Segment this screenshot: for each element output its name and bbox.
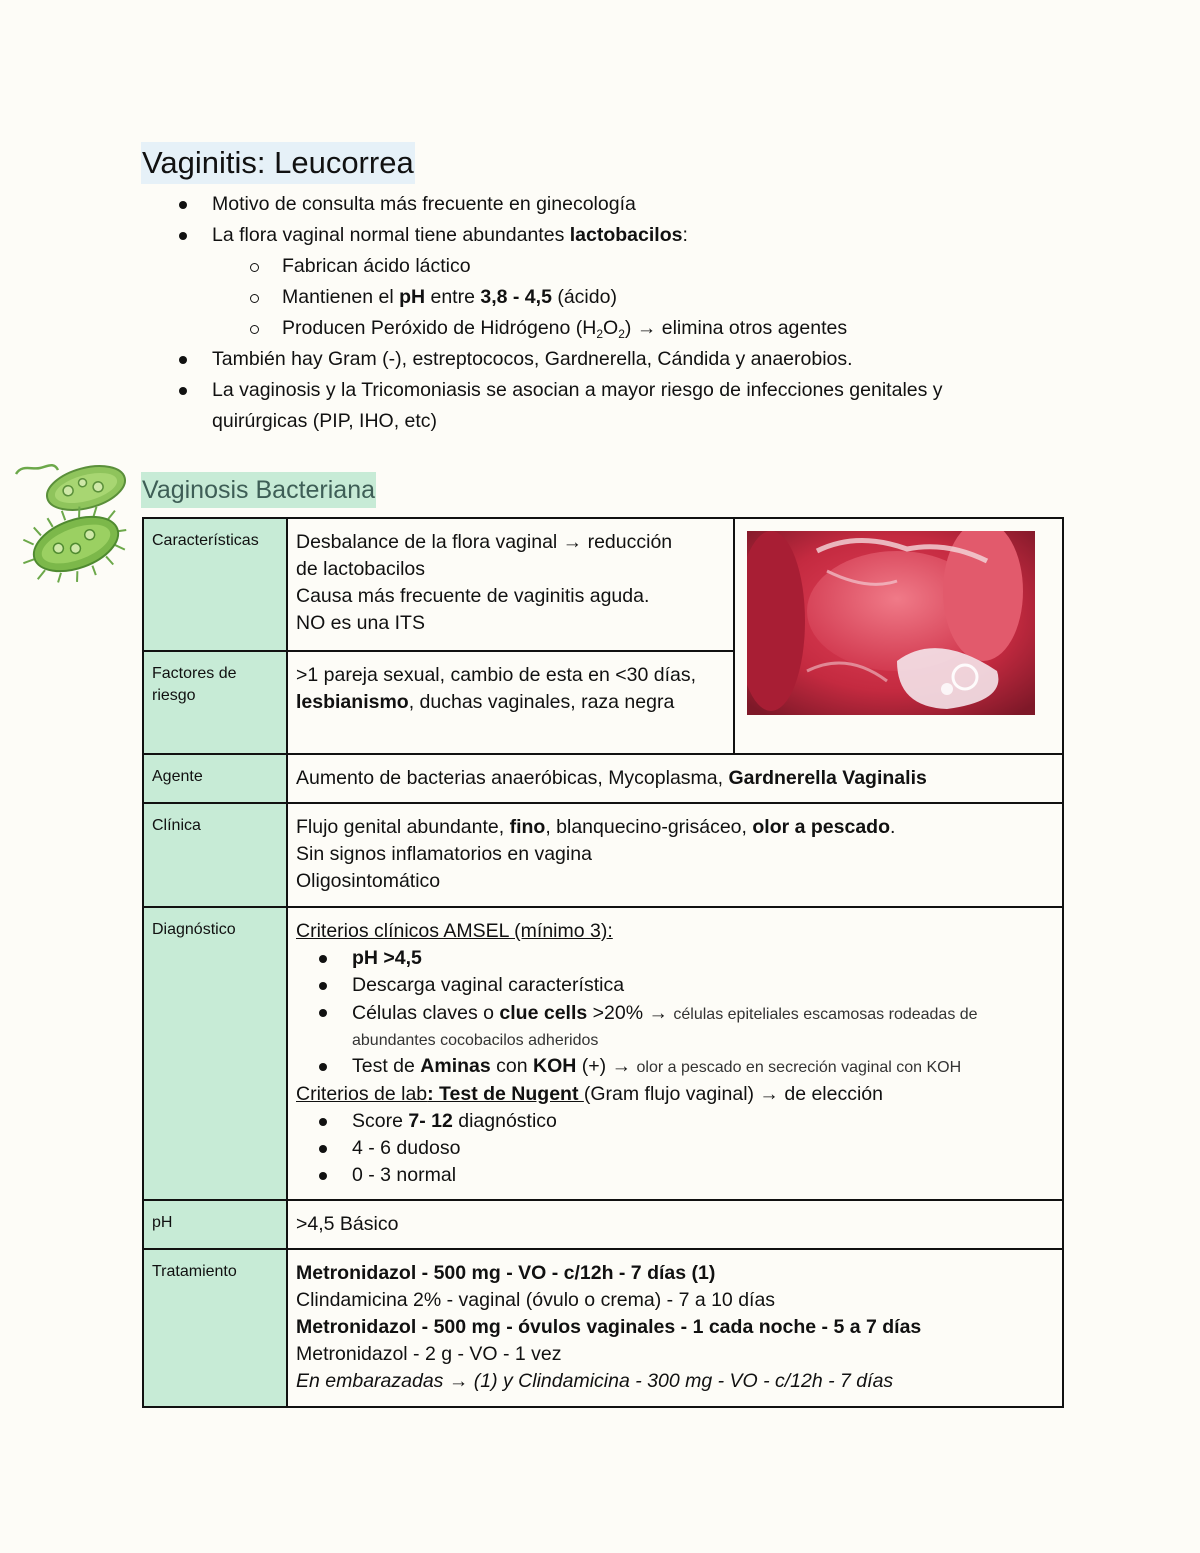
circle-bullet-icon [250,263,259,272]
row-content: Desbalance de la flora vaginal → reducción de lactobacilos Causa más frecuente de vaginitis aguda. NO es una ITS [287,518,734,651]
table-row [143,907,1063,1200]
circle-bullet-icon [250,325,259,334]
section-title: Vaginosis Bacteriana [141,472,376,508]
circle-bullet-icon [250,294,259,303]
list-item: Test de Aminas con KOH (+) → olor a pescado en secreción vaginal con KOH [296,1053,1054,1081]
table-row [143,518,1063,651]
row-label: Clínica [143,803,287,907]
row-label: pH [143,1200,287,1249]
row-content: Metronidazol - 500 mg - VO - c/12h - 7 días (1) Clindamicina 2% - vaginal (óvulo o crema) - 7 a 10 días Metronidazol - 500 mg - óvulos vaginales - 1 cada noche - 5 a 7 días Metronidazol - 2 g - VO - 1 vez En embarazadas → (1) y Clindamicina - 300 mg - VO - c/12h - 7 días [287,1249,1063,1407]
row-content: >4,5 Básico [287,1200,1063,1249]
bullet-icon [179,387,187,395]
row-content: Flujo genital abundante, fino, blanquecino-grisáceo, olor a pescado. Sin signos inflamatorios en vagina Oligosintomático [287,803,1063,907]
vaginosis-table [142,517,1064,1408]
amsel-list [296,945,1054,1081]
table-row [143,754,1063,803]
bullet-icon [179,356,187,364]
list-item: La flora vaginal normal tiene abundantes lactobacilos: [212,220,688,251]
row-label: Agente [143,754,287,803]
row-label: Tratamiento [143,1249,287,1407]
bacteria-illustration [14,460,130,584]
clinical-photo [747,531,1035,715]
row-label: Características [143,518,287,651]
list-item: Motivo de consulta más frecuente en ginecología [212,189,636,220]
list-item: Células claves o clue cells >20% → células epiteliales escamosas rodeadas de abundantes cocobacilos adheridos [296,999,1054,1053]
row-content: >1 pareja sexual, cambio de esta en <30 días, lesbianismo, duchas vaginales, raza negra [287,651,734,754]
list-item: Score 7- 12 diagnóstico [296,1108,1054,1135]
list-item: 4 - 6 dudoso [296,1135,1054,1162]
list-item: 0 - 3 normal [296,1162,1054,1189]
table-row [143,803,1063,907]
bullet-icon [179,201,187,209]
table-row [143,1249,1063,1407]
row-label: Factores de riesgo [143,651,287,754]
list-item: La vaginosis y la Tricomoniasis se asocian a mayor riesgo de infecciones genitales y quirúrgicas (PIP, IHO, etc) [212,375,943,437]
list-item: También hay Gram (-), estreptococos, Gardnerella, Cándida y anaerobios. [212,344,853,375]
list-item: pH >4,5 [296,945,1054,972]
list-item: Fabrican ácido láctico [282,251,471,282]
row-label: Diagnóstico [143,907,287,1200]
row-content: Criterios clínicos AMSEL (mínimo 3): pH >4,5 Descarga vaginal característica Células claves o clue cells >20% → células epiteliales escamosas rodeadas de abundantes cocobacilos adheridos Test de Aminas con KOH (+) → olor a pescado en secreción vaginal con KOH Criterios de lab: Test de Nugent (Gram flujo vaginal) → de elección Score 7- 12 diagnóstico 4 - 6 dudoso 0 - 3 normal [287,907,1063,1200]
row-content: Aumento de bacterias anaeróbicas, Mycoplasma, Gardnerella Vaginalis [287,754,1063,803]
list-item: Producen Peróxido de Hidrógeno $(H_2O_2) \to elimina$ otros agentes [282,313,847,350]
list-item: Mantienen el pH entre 3,8 - 4,5 (ácido) [282,282,617,313]
bullet-icon [179,232,187,240]
nugent-list [296,1108,1054,1189]
table-row [143,1200,1063,1249]
image-cell [734,518,1063,754]
list-item: Descarga vaginal característica [296,972,1054,999]
page-title: Vaginitis: Leucorrea [141,142,415,184]
